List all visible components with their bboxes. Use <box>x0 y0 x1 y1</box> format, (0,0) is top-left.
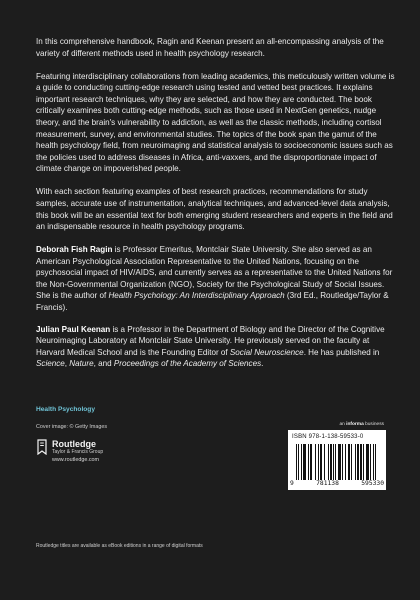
barcode-bar <box>348 444 350 480</box>
barcode-bar <box>324 444 325 480</box>
barcode-bar <box>308 444 309 480</box>
barcode-bar <box>330 444 332 480</box>
informa-name: informa <box>346 422 364 427</box>
barcode-bar <box>301 444 302 480</box>
author-name: Deborah Fish Ragin <box>36 245 113 255</box>
barcode-bar <box>335 444 336 480</box>
barcode-digits: 781138 <box>316 480 339 487</box>
barcode-bar <box>351 444 352 480</box>
informa-tagline <box>339 422 384 427</box>
blurb-paragraph-3: With each section featuring examples of best research practices, recommendations for study samples, accurate use of instrumentation, analytical techniques, and advanced-level data analysis, this book will be an essential text for both emerging student researchers and experts in the field and an indispensable resource in health psychology programs. <box>36 187 393 232</box>
cover-image-credit: Cover image: © Getty Images <box>36 424 108 430</box>
routledge-logo-icon <box>36 439 48 455</box>
book-title: Health Psychology: An Interdisciplinary Approach <box>108 291 285 301</box>
blurb-paragraph-1: In this comprehensive handbook, Ragin and Keenan present an all-encompassing analysis of the variety of different methods used in health psychology research. <box>36 37 384 58</box>
journal-title: Social Neuroscience <box>229 347 304 357</box>
tagline-text: business <box>363 422 384 427</box>
barcode-bar <box>370 444 371 480</box>
bio-text: (3rd Ed., Routledge/Taylor & Francis). <box>36 291 389 313</box>
barcode-bar <box>298 444 299 480</box>
author-bio-ragin <box>36 244 396 314</box>
author-name: Julian Paul Keenan <box>36 324 111 334</box>
isbn-text: ISBN 978-1-138-59533-0 <box>292 434 364 440</box>
barcode-bar <box>366 444 369 480</box>
publisher-logo <box>36 439 103 464</box>
publisher-name: Routledge <box>52 439 96 449</box>
bio-text: . <box>261 359 264 369</box>
barcode-bar <box>375 444 376 480</box>
bio-text: is a Professor in the Department of Biology and the Director of the Cognitive Neuroimaging Laboratory at Montclair State University. He previously served on the faculty at Harvard Medical School and is the Founding Editor of <box>36 324 385 357</box>
journal-title: Proceedings of the Academy of Sciences <box>113 359 262 369</box>
blurb-paragraph-2: Featuring interdisciplinary collaborations from leading academics, this meticulously written volume is a guide to conducting cutting-edge research using tested and vetted best practices. It explains important research techniques, why they are selected, and how they are conducted. The book critically examines both cutting-edge methods, such as those used in NextGen genetics, nudge theory, and the brain's vulnerability to addiction, as well as the classic methods, including cortisol measurement, survey, and environmental studies. The topics of the book span the gamut of the health psychology field, from neuroimaging and statistical analysis to socioeconomic issues such as the policies used to address diseases in Africa, anti-vaxxers, and the disproportionate impact of climate change on impoverished people. <box>36 71 395 174</box>
publisher-url: www.routledge.com <box>52 457 100 463</box>
barcode-bar <box>338 444 341 480</box>
barcode-bars <box>296 444 378 480</box>
barcode-bar <box>296 444 297 480</box>
barcode-bar <box>328 444 329 480</box>
barcode-bar <box>345 444 346 480</box>
journal-title: Nature <box>69 359 94 369</box>
barcode-bar <box>357 444 359 480</box>
barcode-digits: 9 <box>290 480 294 487</box>
bio-text: . He has published in <box>303 347 380 357</box>
barcode-bar <box>355 444 356 480</box>
barcode-bar <box>363 444 364 480</box>
isbn-barcode <box>288 430 386 490</box>
tagline-text: an <box>339 422 347 427</box>
barcode-bar <box>333 444 334 480</box>
ebook-note: Routledge titles are available as eBook editions in a range of digital formats <box>36 543 203 549</box>
bio-text: is Professor Emeritus, Montclair State University. She also served as an American Psychological Association Representative to the United Nations, focusing on the psychosocial impact of HIV/AIDS, and currently serves as a representative to the United Nations for the Non-Governmental Organization (NGO), Society for the Psychological Study of Social Issues. She is the author of <box>36 245 393 301</box>
bio-text: , and <box>93 359 114 369</box>
bio-text: , <box>64 359 70 369</box>
blurb-text <box>36 36 396 380</box>
barcode-digits: 595330 <box>361 480 384 487</box>
barcode-number <box>290 480 384 487</box>
barcode-bar <box>320 444 322 480</box>
publisher-group: Taylor & Francis Group <box>52 449 104 455</box>
author-bio-keenan <box>36 324 396 370</box>
barcode-bar <box>342 444 343 480</box>
journal-title: Science <box>36 359 65 369</box>
barcode-bar <box>310 444 312 480</box>
barcode-bar <box>315 444 316 480</box>
subject-category: Health Psychology <box>36 406 95 413</box>
barcode-bar <box>373 444 374 480</box>
barcode-bar <box>318 444 319 480</box>
barcode-bar <box>303 444 306 480</box>
barcode-bar <box>360 444 362 480</box>
